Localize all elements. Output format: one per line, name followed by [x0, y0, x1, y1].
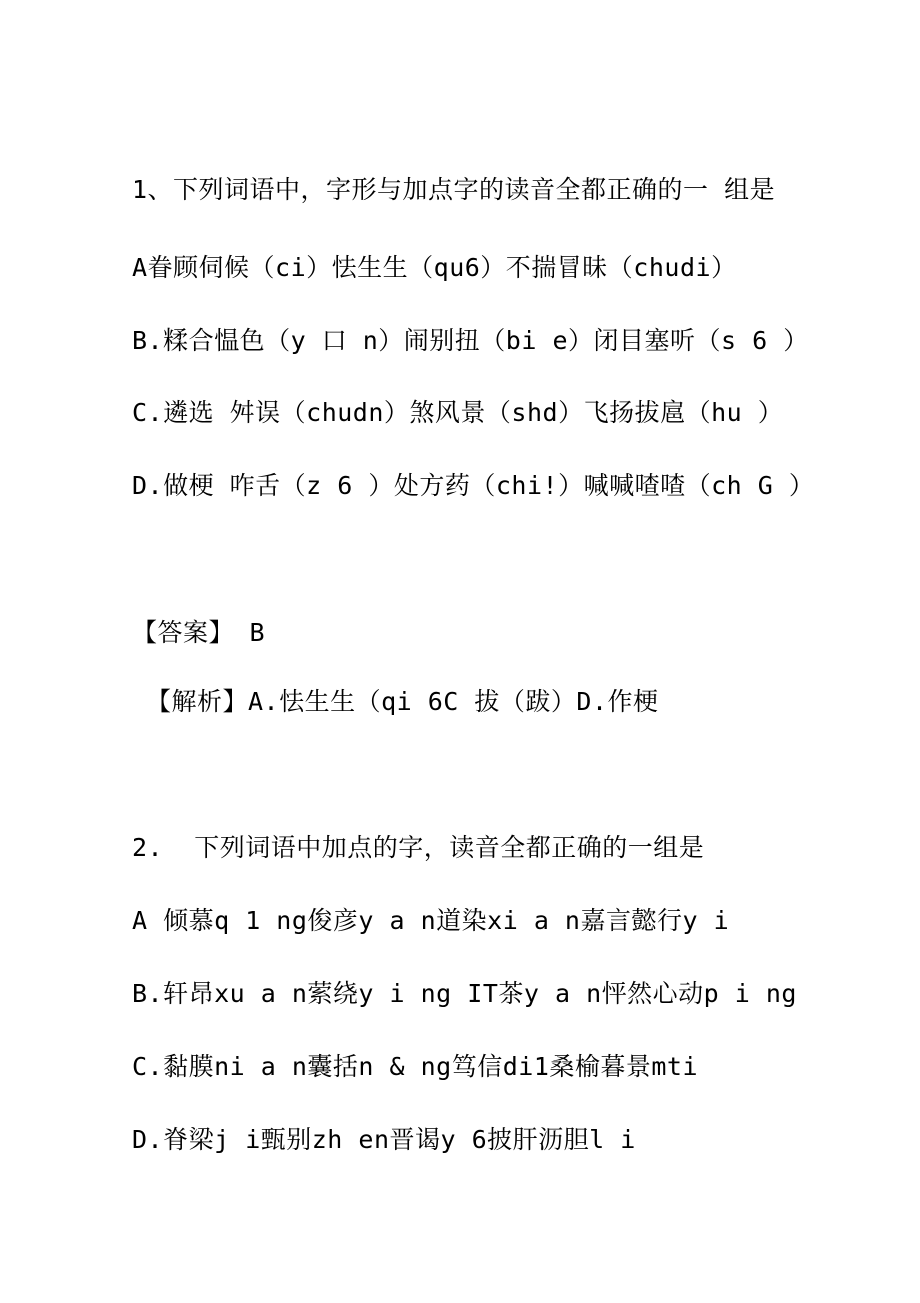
question-1-option-c: C.遴选 舛误（chudn）煞风景（shd）飞扬拔扈（hu ）	[132, 398, 784, 427]
question-1-answer: 【答案】 B	[132, 618, 266, 647]
question-2-option-a: A 倾慕q 1 ng俊彦y a n道染xi a n嘉言懿行y i	[132, 906, 730, 935]
question-1-analysis: 【解析】A.怯生生（qi 6C 拔（跋）D.作梗	[146, 687, 659, 716]
question-2-option-b: B.轩昂xu a n萦绕y i ng IT茶y a n怦然心动p i ng	[132, 979, 797, 1008]
question-1-option-d: D.做梗 咋舌（z 6 ）处方药（chi!）喊喊喳喳（ch G ）	[132, 471, 815, 500]
question-1-stem: 1、下列词语中，字形与加点字的读音全都正确的一 组是	[132, 175, 776, 204]
question-2-option-c: C.黏膜ni a n囊括n & ng笃信di1桑榆暮景mti	[132, 1052, 699, 1081]
question-2-option-d: D.脊梁j i甄别zh en晋谒y 6披肝沥胆l i	[132, 1125, 636, 1154]
question-2-stem: 2. 下列词语中加点的字，读音全都正确的一组是	[132, 833, 705, 862]
question-1-option-a: A眷顾伺候（ci）怯生生（qu6）不揣冒昧（chudi）	[132, 253, 737, 282]
question-1-option-b: B.糅合愠色（y 口 n）闹别扭（bi e）闭目塞听（s 6 ）	[132, 326, 809, 355]
